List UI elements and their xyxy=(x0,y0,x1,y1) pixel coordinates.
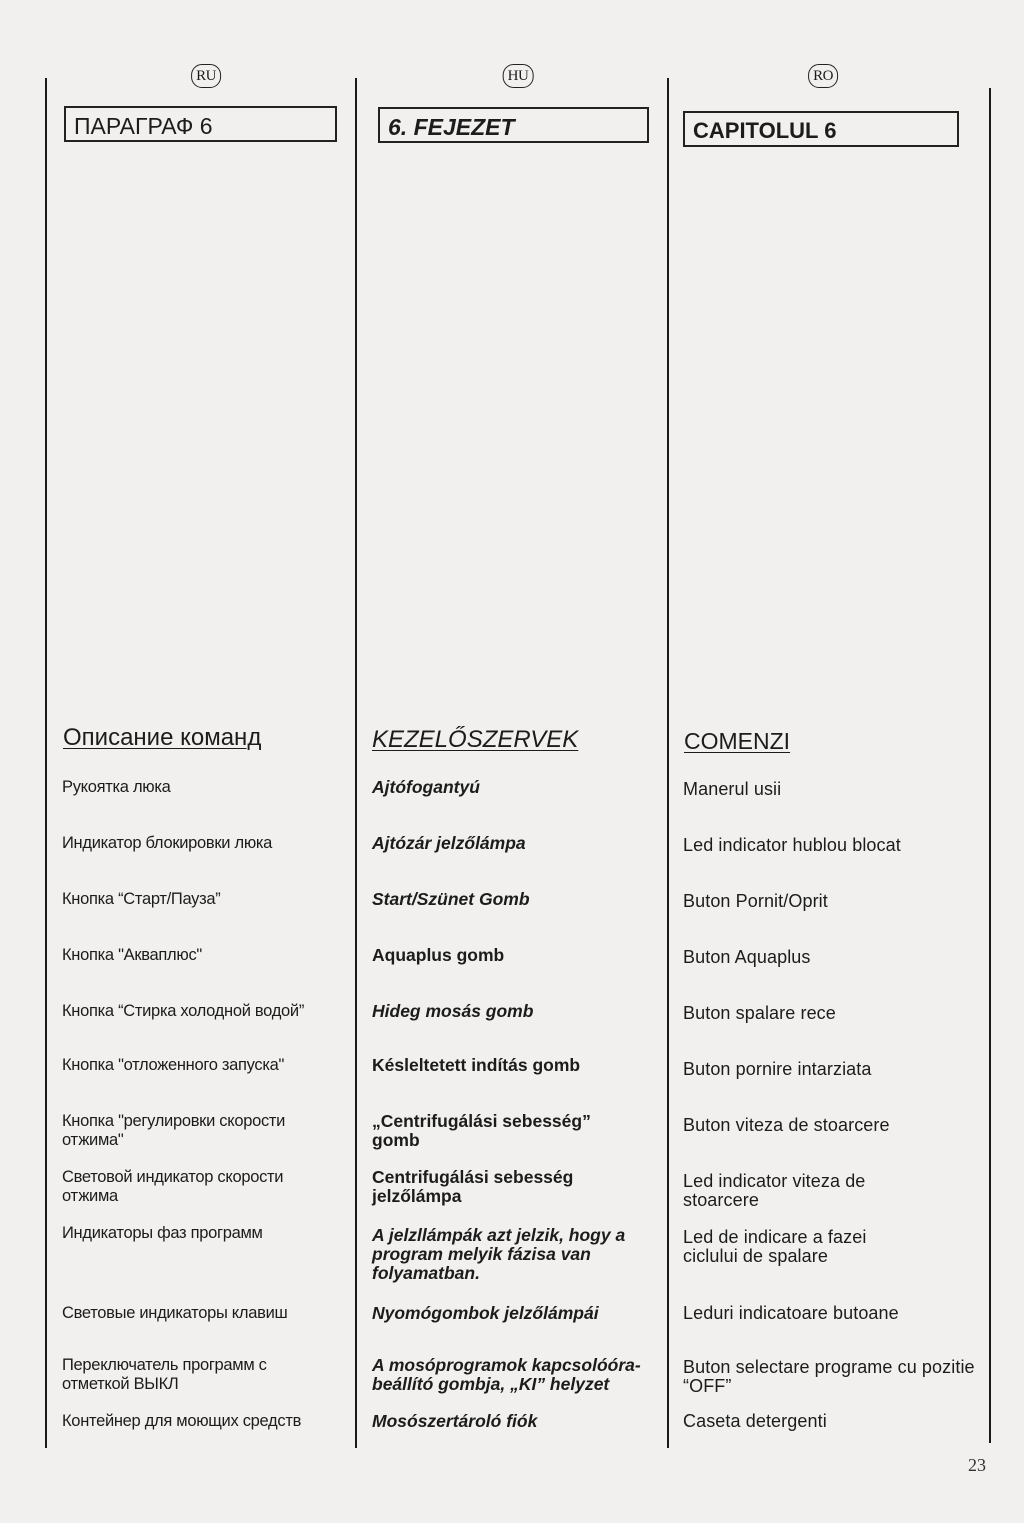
control-item: Centrifugálási sebesség jelzőlámpa xyxy=(372,1167,574,1206)
control-item: Кнопка "Акваплюс" xyxy=(62,946,202,964)
control-item: Индикатор блокировки люка xyxy=(62,834,273,852)
control-item: Aquaplus gomb xyxy=(372,945,505,965)
control-item: Ajtózár jelzőlámpa xyxy=(372,833,526,853)
control-item: Caseta detergenti xyxy=(683,1411,827,1431)
chapter-title-ro: CAPITOLUL 6 xyxy=(683,111,959,147)
page-number: 23 xyxy=(968,1455,986,1475)
column-ru xyxy=(0,0,355,1523)
control-item: Buton Pornit/Oprit xyxy=(683,891,828,911)
control-item: Buton pornire intarziata xyxy=(683,1059,872,1079)
control-item: „Centrifugálási sebesség” gomb xyxy=(372,1111,591,1150)
section-heading-ru: Описание команд xyxy=(63,724,262,751)
section-heading-hu: KEZELŐSZERVEK xyxy=(372,726,579,753)
section-heading-ro: COMENZI xyxy=(684,728,791,754)
control-item: Buton selectare programe cu pozitie “OFF” xyxy=(683,1357,975,1396)
control-item: A jelzllámpák azt jelzik, hogy a program melyik fázisa van folyamatban. xyxy=(372,1225,626,1283)
column-hu xyxy=(357,0,667,1523)
control-item: Индикаторы фаз программ xyxy=(62,1224,263,1242)
column-rule-right xyxy=(989,88,991,1443)
control-item: Переключатель программ с отметкой ВЫКЛ xyxy=(62,1356,267,1393)
control-item: Кнопка "отложенного запуска" xyxy=(62,1056,285,1074)
control-item: Mosószertároló fiók xyxy=(372,1411,538,1431)
control-item: Buton spalare rece xyxy=(683,1003,836,1023)
control-item: Buton Aquaplus xyxy=(683,947,811,967)
control-item: Кнопка “Старт/Пауза” xyxy=(62,890,221,908)
control-item: Контейнер для моющих средств xyxy=(62,1412,302,1430)
control-item: Led indicator hublou blocat xyxy=(683,835,901,855)
control-item: Световой индикатор скорости отжима xyxy=(62,1168,284,1205)
control-item: Рукоятка люка xyxy=(62,778,171,796)
language-badge-hu: HU xyxy=(503,64,534,88)
language-badge-ro: RO xyxy=(808,64,838,88)
control-item: A mosóprogramok kapcsolóóra-beállító gombja, „KI” helyzet xyxy=(372,1355,641,1394)
control-item: Кнопка “Стирка холодной водой” xyxy=(62,1002,305,1020)
chapter-title-ru: ПАРАГРАФ 6 xyxy=(64,106,337,142)
control-item: Buton viteza de stoarcere xyxy=(683,1115,890,1135)
control-item: Start/Szünet Gomb xyxy=(372,889,530,909)
control-item: Manerul usii xyxy=(683,779,782,799)
control-item: Leduri indicatoare butoane xyxy=(683,1303,899,1323)
control-item: Nyomógombok jelzőlámpái xyxy=(372,1303,599,1323)
control-item: Световые индикаторы клавиш xyxy=(62,1304,288,1322)
control-item: Кнопка "регулировки скорости отжима" xyxy=(62,1112,286,1149)
control-item: Késleltetett indítás gomb xyxy=(372,1055,581,1075)
control-item: Hideg mosás gomb xyxy=(372,1001,534,1021)
column-ro xyxy=(669,0,989,1523)
language-badge-ru: RU xyxy=(191,64,221,88)
control-item: Led indicator viteza de stoarcere xyxy=(683,1171,866,1210)
chapter-title-hu: 6. FEJEZET xyxy=(378,107,649,143)
control-item: Led de indicare a fazei ciclului de spalare xyxy=(683,1227,867,1266)
control-item: Ajtófogantyú xyxy=(372,777,480,797)
